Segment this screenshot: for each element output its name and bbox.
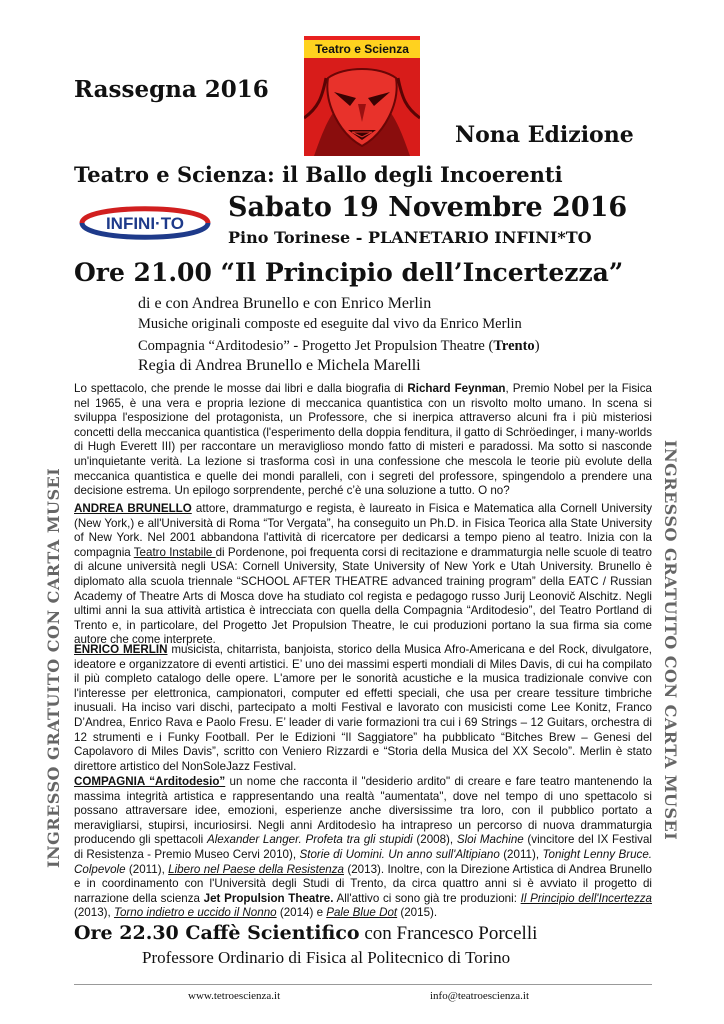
- show-description: Lo spettacolo, che prende le mosse dai libri e dalla biografia di Richard Feynman, Premio Nobel per la Fisica nel 1965, è una vera e propria lezione di meccanica quantistica con un risvolto molto umano. In scena si sviluppa l'esposizione del protagonista, un Professore, che si inerpica attraverso alcuni fra i più misteriosi concetti della meccanica quantistica (l'esperimento della doppia fenditura, il gatto di Schröedinger, i many-worlds di Hugh Everett III) per raccontare un meraviglioso mondo fatto di misteri e paradossi. Ma sotto si nasconde un'inquietante verità. La lezione si trasforma così in una confessione che mescola le teorie più evolute della meccanica quantistica e quelle dei mondi paralleli, con i segreti del professore, spingendolo a prendere una decisione estrema. Un epilogo sorprendente, perché c’è una soluzione a tutto. O no?: [74, 382, 652, 498]
- footer-website[interactable]: www.tetroescienza.it: [188, 990, 281, 1002]
- event-place: Pino Torinese - PLANETARIO INFINI*TO: [228, 228, 592, 247]
- rassegna-title: Rassegna 2016: [74, 76, 269, 103]
- show-title: Ore 21.00 “Il Principio dell’Incertezza”: [74, 258, 624, 287]
- edizione-title: Nona Edizione: [455, 122, 634, 148]
- credit-cast: di e con Andrea Brunello e con Enrico Merlin: [138, 295, 432, 312]
- footer-divider: [74, 984, 652, 985]
- credit-company: Compagnia “Arditodesio” - Progetto Jet Propulsion Theatre (Trento): [138, 338, 540, 354]
- side-banner-left-text: INGRESSO GRATUITO CON CARTA MUSEI: [44, 467, 63, 868]
- bio-compagnia-arditodesio: COMPAGNIA “Arditodesio” un nome che racconta il "desiderio ardito" di creare e fare teatro mantenendo la massima integrità artistica e rappresentando una realtà "aumentata", dove nel tempo di uno spettacolo si possano attraversare idee, emozioni, esperienze anche diversissime tra loro, con il pubblico portato a meravigliarsi, stupirsi, incuriosirsi. Negli anni Arditodesìo ha intrapreso un percorso di nuova drammaturgia producendo gli spettacoli Alexander Langer. Profeta tra gli stupidi (2008), Sloi Machine (vincitore del IX Festival di Resistenza - Premio Museo Cervi 2010), Storie di Uomini. Un anno sull'Altipiano (2011), Tonight Lenny Bruce. Colpevole (2011), Libero nel Paese della Resistenza (2013). Inoltre, con la Direzione Artistica di Andrea Brunello e in coordinamento con l'Università degli Studi di Trento, da circa quattro anni si è avviato il progetto di narrazione della scienza Jet Propulsion Theatre. All'attivo ci sono già tre produzioni: Il Principio dell'Incertezza (2013), Torno indietro e uccido il Nonno (2014) e Pale Blue Dot (2015).: [74, 775, 652, 920]
- side-banner-left: [40, 430, 68, 870]
- red-mask-face-icon: [304, 58, 420, 156]
- footer-email[interactable]: info@teatroescienza.it: [430, 990, 529, 1002]
- side-banner-right: [656, 440, 684, 870]
- credit-music: Musiche originali composte ed eseguite dal vivo da Enrico Merlin: [138, 316, 522, 332]
- caffe-scientifico-title: Ore 22.30 Caffè Scientifico con Francesco Porcelli: [74, 922, 538, 944]
- infinito-logo-text: INFINI·TO: [105, 214, 185, 233]
- event-subtitle: Teatro e Scienza: il Ballo degli Incoerenti: [74, 162, 563, 187]
- teatro-e-scienza-logo: [304, 36, 420, 156]
- bio-andrea-brunello: ANDREA BRUNELLO attore, drammaturgo e regista, è laureato in Fisica e Matematica alla Cornell University (New York,) e all'Università di Roma “Tor Vergata”, ha conseguito un Ph.D. in Fisica Teorica alla State University of New York. Nel 2001 abbandona l'attività di ricercatore per dedicarsi a tempo pieno al teatro. Inizia con la compagnia Teatro Instabile di Pordenone, poi frequenta corsi di recitazione e drammaturgia nelle scuole di teatro di alcune università negli USA: Cornell University, State University of New York e Utah University. Brunello è diplomato alla scuola triennale “SCHOOL AFTER THEATRE advanced training program” della EATC / Russian Academy of Theatre Arts di Mosca dove ha studiato col regista e pedagogo russo Jurij Leonovič Alschitz. Negli ultimi anni la sua attività artistica è intrecciata con quella della Compagnia “Arditodesio”, del Teatro Portland di Trento e, in particolare, del Progetto Jet Propulsion Theatre, le cui produzioni portano la sua firma sia come autore che come interprete.: [74, 502, 652, 647]
- event-date: Sabato 19 Novembre 2016: [228, 192, 628, 223]
- speaker-affiliation: Professore Ordinario di Fisica al Politecnico di Torino: [142, 948, 511, 967]
- credit-director: Regia di Andrea Brunello e Michela Marelli: [138, 357, 421, 374]
- bio-enrico-merlin: ENRICO MERLIN musicista, chitarrista, banjoista, storico della Musica Afro-Americana e del Rock, divulgatore, ideatore e organizzatore di eventi artistici. E’ uno dei massimi esperti mondiali di Miles Davis, di cui ha compilato il più completo catalogo delle opere. L'amore per le sonorità acustiche e la musica tradizionale convive con l'interesse per elettronica, campionatori, computer ed effetti speciali, che usa per creare tessiture timbriche inusuali. Ha inciso vari dischi, partecipato a molti Festival e lavorato con musicisti come Lee Konitz, Franco D’Andrea, Enrico Rava e Paolo Fresu. E’ leader di varie formazioni tra cui i 69 Strings – 12 Guitars, orchestra di 12 strumenti e i Funky Football. Per le Edizioni “Il Saggiatore” ha pubblicato “Bitches Brew – Genesi del Capolavoro di Miles Davis”, scritto con Veniero Rizzardi e “Storia della Musica del XX Secolo”. Merlin è stato direttore artistico del NonSoleJazz Festival.: [74, 643, 652, 773]
- side-banner-right-text: INGRESSO GRATUITO CON CARTA MUSEI: [661, 440, 680, 841]
- logo-label: Teatro e Scienza: [304, 40, 420, 58]
- infinito-logo: [74, 196, 216, 250]
